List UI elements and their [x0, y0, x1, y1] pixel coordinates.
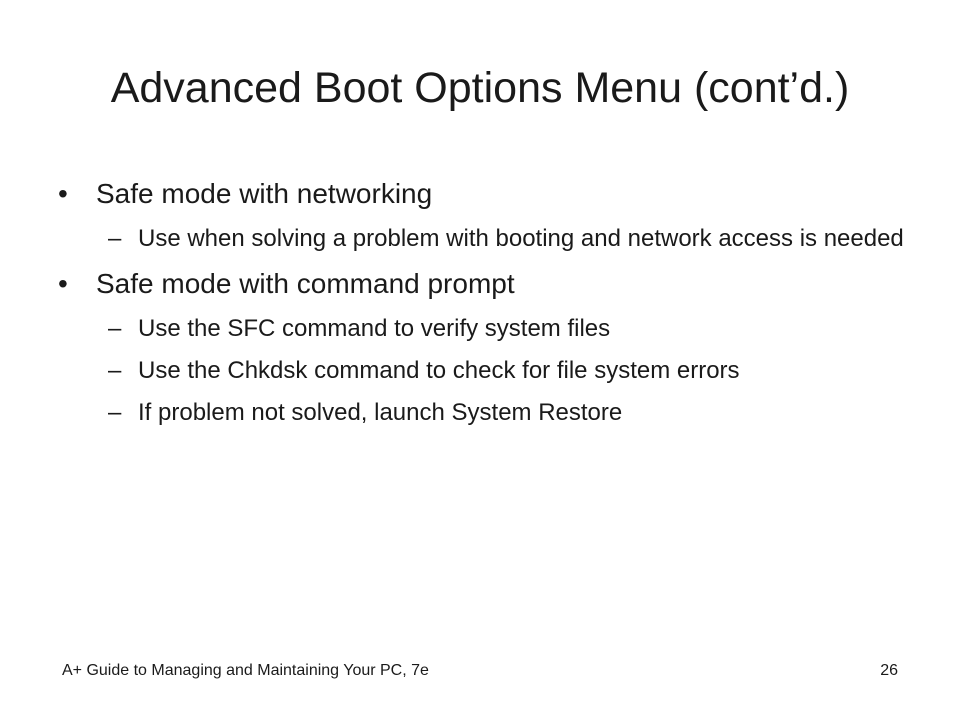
bullet-text: Safe mode with networking — [96, 178, 433, 209]
bullet-item — [58, 176, 908, 212]
bullet-marker: • — [58, 268, 68, 299]
sub-marker: – — [108, 225, 122, 252]
sub-text: Use the Chkdsk command to check for file system errors — [138, 357, 740, 384]
sub-text: Use when solving a problem with booting and network access is needed — [138, 225, 904, 252]
sub-item — [58, 312, 908, 346]
sub-marker: – — [108, 315, 122, 342]
bullet-item — [58, 266, 908, 302]
bullet-text: Safe mode with command prompt — [96, 268, 515, 299]
bullet-marker: • — [58, 178, 68, 209]
sub-text: Use the SFC command to verify system files — [138, 315, 611, 342]
sub-marker: – — [108, 357, 122, 384]
sub-marker: – — [108, 399, 122, 426]
sub-list — [58, 312, 908, 430]
sub-item — [58, 354, 908, 388]
footer-page-number: 26 — [880, 662, 898, 679]
slide-content — [58, 176, 908, 440]
footer-book-title: A+ Guide to Managing and Maintaining Your PC, 7e — [62, 662, 429, 679]
sub-text: If problem not solved, launch System Restore — [138, 399, 623, 426]
sub-list — [58, 222, 908, 256]
sub-item — [58, 396, 908, 430]
sub-item — [58, 222, 908, 256]
slide-title: Advanced Boot Options Menu (cont’d.) — [110, 64, 850, 112]
